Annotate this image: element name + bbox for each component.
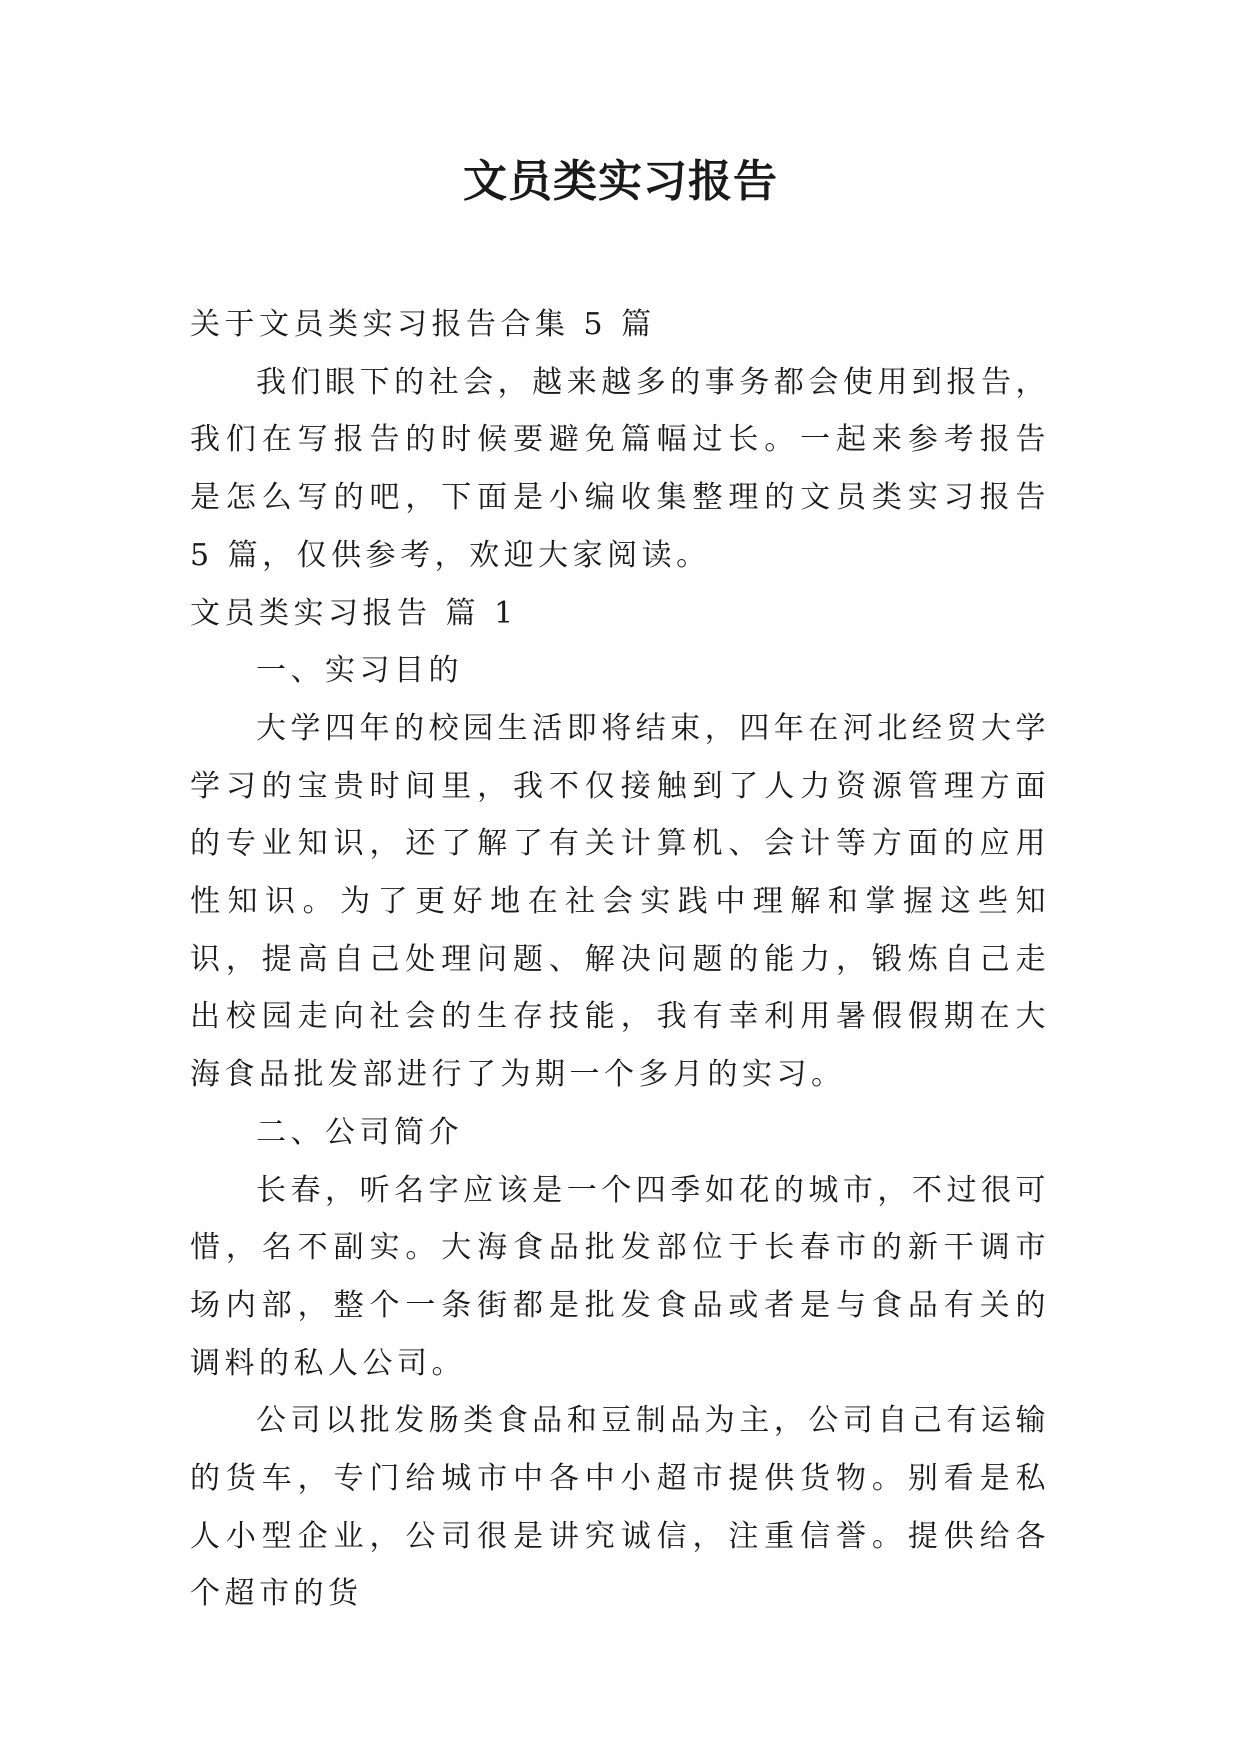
intro-paragraph: 我们眼下的社会，越来越多的事务都会使用到报告，我们在写报告的时候要避免篇幅过长。一起来参考报告是怎么写的吧，下面是小编收集整理的文员类实习报告 5 篇，仅供参考，欢迎大家阅读。 <box>190 364 1050 573</box>
company-paragraph-1: 长春，听名字应该是一个四季如花的城市，不过很可惜，名不副实。大海食品批发部位于长春市的新干调市场内部，整个一条街都是批发食品或者是与食品有关的调料的私人公司。 <box>190 1172 1050 1381</box>
document-title: 文员类实习报告 <box>463 156 778 207</box>
subheading-internship-purpose: 一、实习目的 <box>256 653 463 689</box>
purpose-paragraph: 大学四年的校园生活即将结束，四年在河北经贸大学学习的宝贵时间里，我不仅接触到了人力资源管理方面的专业知识，还了解了有关计算机、会计等方面的应用性知识。为了更好地在社会实践中理解和掌握这些知识，提高自己处理问题、解决问题的能力，锻炼自己走出校园走向社会的生存技能，我有幸利用暑假假期在大海食品批发部进行了为期一个多月的实习。 <box>190 710 1050 1093</box>
subheading-company-intro: 二、公司简介 <box>256 1114 463 1150</box>
section-heading-part-1: 文员类实习报告 篇 1 <box>190 595 518 631</box>
collection-heading: 关于文员类实习报告合集 5 篇 <box>190 307 656 342</box>
document-body <box>190 296 1050 1623</box>
company-paragraph-2: 公司以批发肠类食品和豆制品为主，公司自己有运输的货车，专门给城市中各中小超市提供货物。别看是私人小型企业，公司很是讲究诚信，注重信誉。提供给各个超市的货 <box>190 1403 1050 1612</box>
